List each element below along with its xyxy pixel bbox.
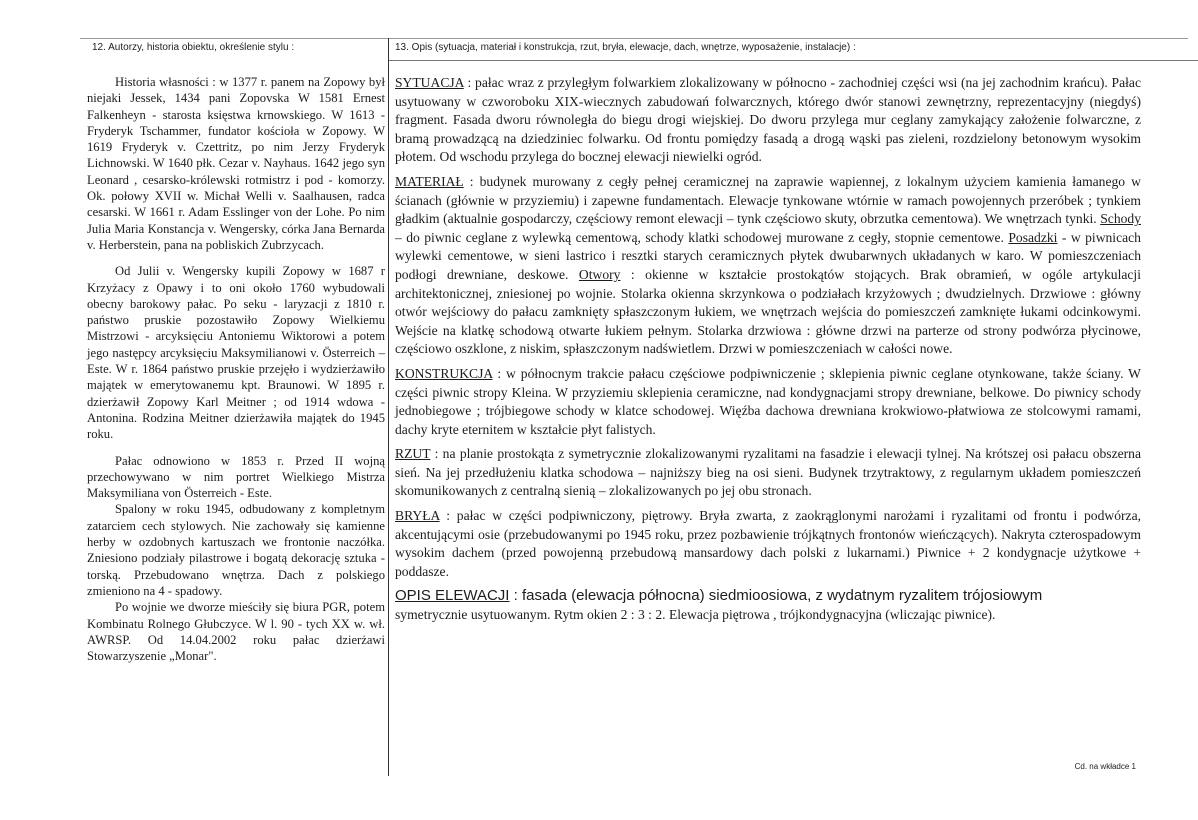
history-paragraph-ownership: Historia własności : w 1377 r. panem na Zopowy był niejaki Jessek, 1434 pani Zopovska W 1581 Ernest Falkenheyn - starosta księstwa krnowskiego. W 1613 - Fryderyk Tschammer, fundator kościoła w Zopowy. W 1619 Fryderyk v. Czettritz, po nim Jerzy Fryderyk Lichnowski. W 1640 płk. Cezar v. Nayhaus. 1642 jego syn Leonard , cesarsko-królewski rotmistrz i pod - komorzy. Ok. połowy XVII w. Michał Welli v. Saalhausen, radca cesarski. W 1661 r. Adam Esslinger von der Lohe. Po nim Julia Maria Konstancja v. Wengersky, córka Jana Bernarda v. Herberstein, pana na pobliskich Zubrzycach. <box>87 75 385 252</box>
rzut-heading: RZUT <box>395 446 431 462</box>
rzut-text: : na planie prostokąta z symetrycznie zlokalizowanymi ryzalitami na fasadzie i elewacji tylnej. Na krótszej osi pałacu obszerna sień. Na jej przedłużeniu klatka schodowa – najniższy bieg na osi sieni. Budynek trzytraktowy, z regularnym układem pomieszczeń skomunikowanych z centralną sienią – zlokalizowanych po jej obu stronach. <box>395 446 1141 499</box>
section-sytuacja <box>395 74 1141 167</box>
section-konstrukcja <box>395 365 1141 439</box>
posadzki-heading: Posadzki <box>1008 229 1058 245</box>
header-rule-left <box>80 38 388 39</box>
sytuacja-heading: SYTUACJA <box>395 75 464 90</box>
opis-elewacji-text-a: : fasada (elewacja północna) siedmioosiowa, z wydatnym ryzalitem trójosiowym <box>509 587 1043 605</box>
history-column <box>87 74 385 674</box>
section-bryla <box>395 507 1141 581</box>
section-rzut <box>395 445 1141 501</box>
opis-elewacji-text-b-line <box>395 606 1141 625</box>
section-material <box>395 173 1141 359</box>
sytuacja-text: : pałac wraz z przyległym folwarkiem zlokalizowany w północno - zachodniej części wsi (na jej zachodnim krańcu). Pałac usytuowany w czworoboku XIX-wiecznych zabudowań folwarcznych, którego dwór stanowi zewnętrzny, reprezentacyjny (niegdyś) fragment. Fasada dworu równoległa do biegu drogi wiejskiej. Do dworu przylega mur ceglany zamykający założenie folwarczne, z bramą prowadzącą na dziedziniec folwarku. Od frontu pomiędzy fasadą a drogą wąski pas zieleni, rozdzielony betonowym wysokim płotem. Od wschodu przylega do bocznej elewacji niewielki ogród. <box>395 75 1141 165</box>
bryla-text: : pałac w części podpiwniczony, piętrowy. Bryła zwarta, z zaokrąglonymi narożami i ryzalitami od frontu i podwórza, akcentującymi osie (przebudowanymi po 1945 roku, przez pozbawienie trójkątnych frontonów wieńczących). Nakryta czterospadowym wysokim dachem (przed powojenną przebudową mansardowy dach polski z lukarnami.) Piwnice + 2 kondygnacje użytkowe + poddasze. <box>395 508 1141 579</box>
header-underline <box>388 60 1198 61</box>
section-opis-elewacji <box>395 587 1141 606</box>
section-12-header: 12. Autorzy, historia obiektu, określenie stylu : <box>92 42 295 53</box>
bryla-heading: BRYŁA <box>395 508 440 524</box>
schody-heading: Schody <box>1100 211 1141 227</box>
konstrukcja-heading: KONSTRUKCJA <box>395 365 493 381</box>
material-text-b: – do piwnic ceglane z wylewką cementową, schody klatki schodowej murowane z cegły, stopnie cementowe. <box>395 229 1009 245</box>
otwory-heading: Otwory <box>578 266 621 282</box>
history-paragraph-postwar: Po wojnie we dworze mieściły się biura PGR, potem Kombinatu Rolnego Głubczyce. W l. 90 - tych XX w. wł. AWRSP. Od 14.04.2002 roku pałac dzierżawi Stowarzyszenie „Monar". <box>87 600 385 664</box>
column-divider <box>388 38 389 776</box>
description-column <box>395 74 1141 631</box>
opis-elewacji-text-b: symetrycznie usytuowanym. Rytm okien 2 : 3 : 2. Elewacja piętrowa , trójkondygnacyjna (wliczając piwnice). <box>395 607 996 623</box>
material-text-c: - w piwnicach wylewki cementowe, w sieni lastrico i resztki starych ceramicznych płytek dwubarwnych układanych w karo. W pomieszczeniach podłogi drewniane, deskowe. <box>395 229 1141 282</box>
material-text-a: : budynek murowany z cegły pełnej ceramicznej na zaprawie wapiennej, z lokalnym użyciem kamienia łamanego w ścianach (głównie w przyziemiu) i zapewne fundamentach. Elewacje tynkowane wtórnie w ramach powojennych przeróbek ; tynkiem gładkim (aktualnie gospodarczy, częściowy remont elewacji – tynk częściowo skuty, obrzutka cementowa). We wnętrzach tynki. <box>395 173 1141 227</box>
history-paragraph-crusaders: Od Julii v. Wengersky kupili Zopowy w 1687 r Krzyżacy z Opawy i to oni około 1760 wybudowali obecny barokowy pałac. Po seku - laryzacji z 1810 r. państwo pruskie pozostawiło Zopowy Wielkiemu Mistrzowi - arcyksięciu Antoniemu Wiktorowi a potem jego następcy arcyksięciu Maksymilianowi v. Österreich – Este. W r. 1864 państwo pruskie przejęło i wydzierżawiło majątek w emerytowanemu kpt. Braunowi. W 1895 r. dzierżawił Zopowy Karl Meitner ; od 1914 wdowa - Antonina. Rodzina Meitner dzierżawiła majątek do 1945 roku. <box>87 264 385 442</box>
header-rule-right <box>388 38 1188 39</box>
history-paragraph-renovation: Pałac odnowiono w 1853 r. Przed II wojną przechowywano w nim portret Wielkiego Mistrza Maksymiliana von Österreich - Este. <box>87 453 385 501</box>
section-13-header: 13. Opis (sytuacja, materiał i konstrukcja, rzut, bryła, elewacje, dach, wnętrze, wyposażenie, instalacje) : <box>395 42 856 53</box>
konstrukcja-text: : w północnym trakcie pałacu częściowe podpiwniczenie ; sklepienia piwnic ceglane otynkowane, także ściany. W części piwnic stropy Kleina. W przyziemiu sklepienia ceramiczne, nad kondygnacjami stropy drewniane, belkowe. Do piwnicy schody jednobiegowe ; trójbiegowe schody w klatce schodowej. Więźba dachowa drewniana krokwiowo-płatwiowa ze stolcowymi ramami, dachy kryte eternitem w kształcie płyt falistych. <box>395 365 1141 437</box>
material-text-d: : okienne w kształcie prostokątów stojących. Brak obramień, w ogóle artykulacji architektonicznej, zniesionej po wojnie. Stolarka okienna skrzynkowa o podziałach krzyżowych ; dwudzielnych. Drzwiowe : główny otwór wejściowy do pałacu zamknięty spłaszczonym łukiem, we wnętrzach wejścia do pomieszczeń zamknięte łukami odcinkowymi. Wejście na klatkę schodową otwarte łukiem pełnym. Stolarka drzwiowa : główne drzwi na parterze od strony podwórza płycinowe, częściowo oszklone, z niskim, spłaszczonym nadświetlem. Drzwi w pomieszczeniach w całości nowe. <box>395 266 1141 357</box>
material-heading: MATERIAŁ <box>395 173 464 189</box>
continuation-note: Cd. na wkładce 1 <box>1074 762 1136 771</box>
history-paragraph-war: Spalony w roku 1945, odbudowany z kompletnym zatarciem cech stylowych. Nie zachowały się kamienne herby w ozdobnych kartuszach we frontonie naczółka. Zniesiono podziały pilastrowe i bogatą dekorację sztuka - torską. Przebudowano wnętrza. Dach z polskiego zmieniono na 4 - spadowy. <box>87 502 385 598</box>
opis-elewacji-heading: OPIS ELEWACJI <box>395 587 510 605</box>
